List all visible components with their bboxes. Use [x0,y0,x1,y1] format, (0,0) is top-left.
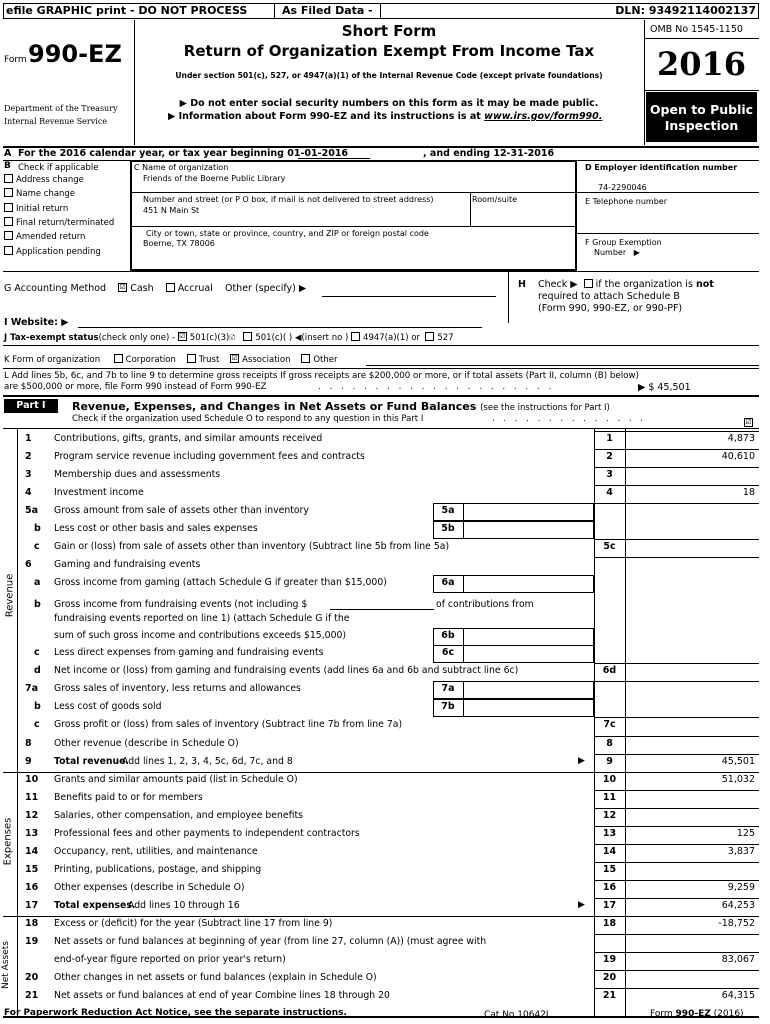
row-line-box [594,663,759,664]
section-a: A For the 2016 calendar year, or tax year beginning 01-01-2016 [4,148,349,159]
arrow-icon: ▶ [578,900,585,910]
inner-box-number: 6a [441,577,455,588]
line-number: 15 [25,864,39,875]
row-line-box [594,467,759,468]
line-number: c [34,719,40,730]
ssn-notice: ▶ Do not enter social security numbers on this form as it may be made public. [179,98,599,109]
line-number: 8 [25,738,32,749]
inner-box-number: 5b [441,523,455,534]
row-line-box [594,808,759,809]
line-number: c [34,541,40,552]
line-text: Other expenses (describe in Schedule O) [54,882,245,893]
line-number: 19 [25,936,39,947]
line-number: 14 [25,846,39,857]
row-line-box [594,826,759,827]
schedule-o-checkbox[interactable]: ☑ [745,418,752,426]
line-text: Less cost of goods sold [54,701,162,712]
row-line-box [594,988,759,989]
inner-box-number: 6b [441,630,455,641]
website-label: I Website: ▶ [4,317,69,328]
line-box-number: 12 [602,810,617,821]
line-box-number: 7c [603,719,616,730]
inner-box [433,681,594,699]
line-box-number: 5c [603,541,616,552]
check-if-applicable: Check if applicable [18,163,99,173]
accounting-method: G Accounting Method ☑ Cash Accrual Other (specify) ▶ [4,283,307,294]
form-title: Return of Organization Exempt From Income Tax [183,42,595,60]
b-item [4,175,84,185]
line-number: a [34,577,41,588]
cash-checkbox[interactable]: ☑ [119,283,126,291]
org-name-label: C Name of organization [134,163,229,172]
line-text: Program service revenue including government fees and contracts [54,451,365,462]
row-line-box [594,772,759,773]
b-checkbox[interactable] [4,203,13,212]
line-text: Total revenue. [54,756,129,767]
dln-label: DLN: 93492114002137 [615,4,756,17]
b-item-label: Application pending [16,246,101,257]
line-number: 1 [25,433,32,444]
line-text: Professional fees and other payments to independent contractors [54,828,360,839]
line-number: 7a [25,683,39,694]
inner-box-divider [463,681,464,699]
info-notice: ▶ Information about Form 990-EZ and its instructions is at www.irs.gov/form990. [168,111,603,122]
line-amount: 64,315 [721,990,755,1001]
row-line-box [594,916,759,917]
line-amount: 64,253 [721,900,755,911]
line-amount: 125 [736,828,755,839]
inner-box [433,521,594,539]
line-number: 2 [25,451,32,462]
line-box-number: 6d [602,665,617,676]
line-amount: -18,752 [718,918,755,929]
trust-checkbox[interactable] [187,354,196,363]
501c-checkbox[interactable] [243,332,252,341]
ein-label: D Employer identification number [585,163,738,172]
footer-form: Form 990-EZ (2016) [650,1009,744,1019]
gross-receipts-l2: are $500,000 or more, file Form 990 instead of Form 990-EZ [4,382,267,392]
line-text-b: end-of-year figure reported on prior year's return) [54,954,286,965]
revenue-side-label: Revenue [4,573,16,618]
b-item-label: Amended return [16,232,86,243]
line-number: 10 [25,774,39,785]
line-box-number: 8 [606,738,613,749]
line-amount: 4,873 [727,433,755,444]
line-amount: 83,067 [721,954,755,965]
line-text: Gross income from fundraising events (not including $ [54,599,308,610]
inner-box-divider [463,645,464,663]
telephone-label: E Telephone number [585,197,667,206]
b-item-label: Initial return [16,203,69,214]
row-line-box [594,717,759,718]
row-line-box [594,862,759,863]
b-checkbox[interactable] [4,217,13,226]
501c3-checkbox[interactable]: ☑ [179,332,186,340]
line-blank [330,609,434,610]
inner-box [433,628,594,646]
line-box-number: 18 [602,918,617,929]
net-assets-side-label: Net Assets [0,941,11,989]
4947-checkbox[interactable] [351,332,360,341]
line-text: Less cost or other basis and sales expenses [54,523,258,534]
line-box-number: 2 [606,451,613,462]
line-number: 17 [25,900,39,911]
row-line-box [594,736,759,737]
schedule-o-check: Check if the organization used Schedule O to respond to any question in this Part I [72,414,424,424]
tax-exempt-status: J Tax-exempt status(check only one) - ☑ 501(c)(3)🗈 501(c)( ) ◀(insert no ) 4947(a)(1) or 527 [4,332,454,343]
inner-box-divider [463,521,464,539]
org-name: Friends of the Boerne Public Library [143,174,286,183]
line-number: 20 [25,972,39,983]
b-item-label: Final return/terminated [16,217,115,228]
irs-link[interactable]: www.irs.gov/form990. [484,111,603,122]
expenses-side-label: Expenses [2,817,14,866]
row-line-box [594,970,759,971]
line-amount: 40,610 [721,451,755,462]
line-number: 5a [25,505,39,516]
open-to-public-banner: Open to Public Inspection [646,92,757,142]
arrow-icon: ▶ [578,756,585,766]
line-text: Benefits paid to or for members [54,792,203,803]
under-section: Under section 501(c), 527, or 4947(a)(1) of the Internal Revenue Code (except private foundations) [175,71,603,80]
line-number: 21 [25,990,39,1001]
line-box-number: 11 [602,792,617,803]
line-text: Gross amount from sale of assets other than inventory [54,505,309,516]
line-box-number: 17 [602,900,617,911]
row-line-box [594,844,759,845]
cat-number: Cat No 10642I [484,1010,549,1020]
street-label: Number and street (or P O box, if mail is not delivered to street address) [143,195,434,204]
short-form-title: Short Form [341,22,437,40]
street-value: 451 N Main St [143,206,200,215]
line-amount: 51,032 [721,774,755,785]
line-text: Investment income [54,487,144,498]
527-checkbox[interactable] [425,332,434,341]
line-text: Total expenses. [54,900,136,911]
line-text: Gross income from gaming (attach Schedule G if greater than $15,000) [54,577,387,588]
line-box-number: 19 [602,954,617,965]
line-text-extra: Add lines 1, 2, 3, 4, 5c, 6d, 7c, and 8 [122,756,293,767]
line-number: 16 [25,882,39,893]
b-item [4,189,75,199]
b-item-label: Address change [16,175,84,185]
form-prefix: Form [4,55,27,65]
line-number: 13 [25,828,39,839]
line-amount: 3,837 [727,846,755,857]
inner-box-number: 5a [441,505,455,516]
line-number: 18 [25,918,39,929]
line-number: d [34,665,41,676]
section-a-ending: , and ending 12-31-2016 [423,148,555,159]
gross-receipts-amount: ▶ $ 45,501 [638,382,691,393]
line-text: Net income or (loss) from gaming and fundraising events (add lines 6a and 6b and subtract line 6c) [54,665,519,676]
line-text: Gain or (loss) from sale of assets other than inventory (Subtract line 5b from line 5a) [54,541,450,552]
line-box-number: 20 [602,972,617,983]
part1-title: Revenue, Expenses, and Changes in Net Assets or Fund Balances (see the instructions for Part I) [72,400,610,413]
row-line-box [594,880,759,881]
line-box-number: 14 [602,846,617,857]
b-item [4,247,101,257]
accrual-checkbox[interactable] [166,283,175,292]
inner-box-divider [463,575,464,593]
row-line-box [594,449,759,450]
city-value: Boerne, TX 78006 [143,239,215,248]
dept-irs: Internal Revenue Service [4,117,108,126]
line-number: b [34,599,41,610]
inner-box [433,699,594,717]
line-text: Printing, publications, postage, and shipping [54,864,262,875]
row-line [594,681,759,682]
city-label: City or town, state or province, country, and ZIP or foreign postal code [146,229,429,238]
line-number: b [34,523,41,534]
row-line-box [594,790,759,791]
association-checkbox[interactable]: ☑ [231,354,238,362]
line-box-number: 9 [606,756,613,767]
line-text-d: sum of such gross income and contributions exceeds $15,000) [54,630,347,641]
line-amount: 9,259 [727,882,755,893]
line-number: 3 [25,469,32,480]
section-h-text: Check ▶ if the organization is not required to attach Schedule B (Form 990, 990-EZ, or 990-PF) [538,279,714,314]
group-exemption-label: F Group Exemption [585,238,662,247]
inner-box-divider [463,699,464,717]
corporation-checkbox[interactable] [114,354,123,363]
form-of-organization: K Form of organization Corporation Trust ☑ Association Other [4,354,338,365]
inner-box [433,503,594,521]
efile-label: efile GRAPHIC print - DO NOT PROCESS [6,4,248,17]
line-text: Net assets or fund balances at end of year Combine lines 18 through 20 [54,990,390,1001]
line-text: Excess or (deficit) for the year (Subtract line 17 from line 9) [54,918,333,929]
line-box-number: 16 [602,882,617,893]
inner-box-number: 6c [441,647,455,658]
inner-box-number: 7b [441,701,455,712]
line-text: Grants and similar amounts paid (list in Schedule O) [54,774,298,785]
row-line [594,557,759,558]
line-box-number: 21 [602,990,617,1001]
b-item [4,204,68,214]
line-text: Gross profit or (loss) from sales of inventory (Subtract line 7b from line 7a) [54,719,403,730]
line-box-number: 3 [606,469,613,480]
line-text: Contributions, gifts, grants, and similar amounts received [54,433,323,444]
row-line-box [594,754,759,755]
line-box-number: 13 [602,828,617,839]
room-label: Room/suite [472,195,517,204]
line-text: Less direct expenses from gaming and fundraising events [54,647,324,658]
line-text-extra: Add lines 10 through 16 [128,900,240,911]
inner-box-divider [463,628,464,646]
group-exemption-label2: Number ▶ [594,248,640,257]
part1-label: Part I [4,399,58,413]
ein-value: 74-2290046 [598,183,647,192]
row-line [594,934,759,935]
line-text: Gross sales of inventory, less returns and allowances [54,683,301,694]
dept-treasury: Department of the Treasury [4,104,118,113]
document-icon: 🗈 [229,333,236,342]
line-box-number: 15 [602,864,617,875]
form-name: 990-EZ [28,40,122,68]
tax-year: 2016 [656,45,747,83]
line-text: Other changes in net assets or fund balances (explain in Schedule O) [54,972,377,983]
b-checkbox[interactable] [4,188,13,197]
line-number: 11 [25,792,39,803]
omb-number: OMB No 1545-1150 [650,24,743,35]
gross-receipts-l1: L Add lines 5b, 6c, and 7b to line 9 to determine gross receipts If gross receipts are $200,000 or more, or if total assets (Part II, column (B) below) [4,371,639,381]
section-h-label: H [518,279,526,290]
b-item-label: Name change [16,189,76,200]
inner-box-divider [463,503,464,521]
inner-box-number: 7a [441,683,455,694]
line-text: Net assets or fund balances at beginning of year (from line 27, column (A)) (must agree with [54,936,487,947]
line-box-number: 4 [606,487,613,498]
section-b-label: B [4,161,11,171]
line-text: Occupancy, rent, utilities, and maintenance [54,846,258,857]
b-item [4,232,85,242]
line-number: 6 [25,559,32,570]
line-number: 9 [25,756,32,767]
b-checkbox[interactable] [4,246,13,255]
line-number: 12 [25,810,39,821]
line-text: Other revenue (describe in Schedule O) [54,738,239,749]
inner-box [433,575,594,593]
other-org-checkbox[interactable] [301,354,310,363]
paperwork-notice: For Paperwork Reduction Act Notice, see the separate instructions. [4,1008,347,1018]
b-item [4,218,114,228]
line-text-c: fundraising events reported on line 1) (attach Schedule G if the [54,613,350,624]
as-filed-label: As Filed Data - [282,4,373,17]
line-text-b: of contributions from [436,599,534,610]
line-amount: 18 [742,487,755,498]
row-line-box [594,898,759,899]
line-number: 4 [25,487,32,498]
line-number: b [34,701,41,712]
line-text: Gaming and fundraising events [54,559,201,570]
schedule-b-checkbox[interactable] [584,279,593,288]
b-checkbox[interactable] [4,231,13,240]
b-checkbox[interactable] [4,174,13,183]
row-line [594,503,759,504]
line-text: Salaries, other compensation, and employee benefits [54,810,303,821]
row-line-box [594,485,759,486]
row-line-box [594,952,759,953]
row-line-box [594,431,759,432]
line-box-number: 1 [606,433,613,444]
inner-box [433,645,594,663]
line-number: c [34,647,40,658]
arrow-icon: ▶ [633,248,640,257]
line-box-number: 10 [602,774,617,785]
line-amount: 45,501 [721,756,755,767]
row-line-box [594,539,759,540]
line-text: Membership dues and assessments [54,469,221,480]
